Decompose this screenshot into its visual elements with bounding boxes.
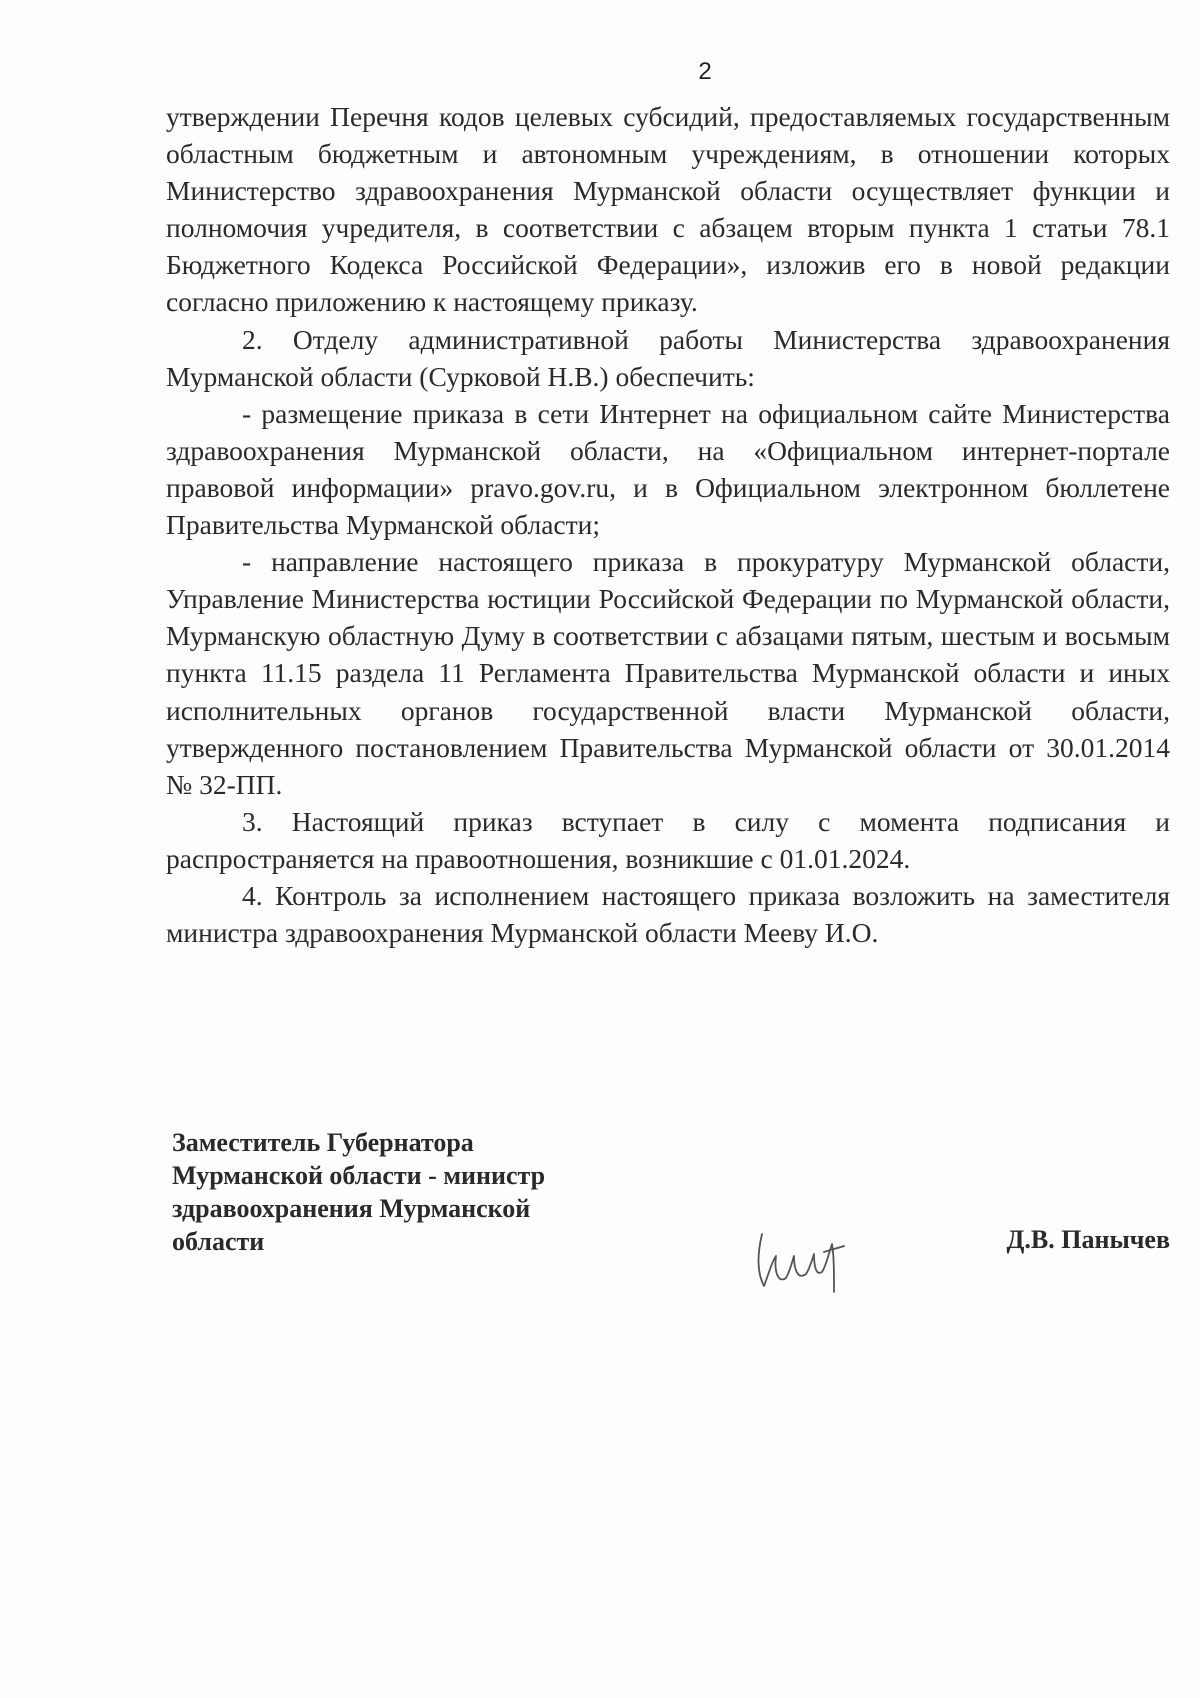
paragraph-item-2-publication: - размещение приказа в сети Интернет на официальном сайте Министерства здравоохранения Мурманской области, на «Официальном интернет-портале правовой информации» pravo.gov.ru, и в Официальном электронном бюллетене Правительства Мурманской области; bbox=[166, 397, 1170, 541]
signatory-position-line: Заместитель Губернатора bbox=[172, 1128, 474, 1157]
signatory-position-line: здравоохранения Мурманской bbox=[172, 1194, 531, 1223]
document-body bbox=[166, 98, 1170, 951]
paragraph-continuation: утверждении Перечня кодов целевых субсидий, предоставляемых государственным областным бюджетным и автономным учреждениям, в отношении которых Министерство здравоохранения Мурманской области осуществляет функции и полномочия учредителя, в соответствии с абзацем вторым пункта 1 статьи 78.1 Бюджетного Кодекса Российской Федерации», изложив его в новой редакции согласно приложению к настоящему приказу. bbox=[166, 101, 1170, 318]
signatory-position-line: Мурманской области - министр bbox=[172, 1161, 546, 1190]
signatory-position-line: области bbox=[172, 1227, 265, 1256]
paragraph-item-3: 3. Настоящий приказ вступает в силу с момента подписания и распространяется на правоотношения, возникшие с 01.01.2024. bbox=[166, 805, 1170, 874]
paragraph-item-4: 4. Контроль за исполнением настоящего приказа возложить на заместителя министра здравоохранения Мурманской области Мееву И.О. bbox=[166, 879, 1170, 949]
paragraph-item-2: 2. Отделу административной работы Министерства здравоохранения Мурманской области (Сурковой Н.В.) обеспечить: bbox=[166, 323, 1170, 392]
page-number: 2 bbox=[698, 58, 712, 85]
signatory-name: Д.В. Панычев bbox=[1006, 1225, 1170, 1254]
handwritten-signature bbox=[752, 1226, 872, 1296]
paragraph-item-2-distribution: - направление настоящего приказа в прокуратуру Мурманской области, Управление Министерства юстиции Российской Федерации по Мурманской области, Мурманскую областную Думу в соответствии с абзацами пятым, шестым и восьмым пункта 11.15 раздела 11 Регламента Правительства Мурманской области и иных исполнительных органов государственной власти Мурманской области, утвержденного постановлением Правительства Мурманской области от 30.01.2014 № 32-ПП. bbox=[166, 546, 1170, 800]
signatory-position bbox=[172, 1126, 592, 1258]
